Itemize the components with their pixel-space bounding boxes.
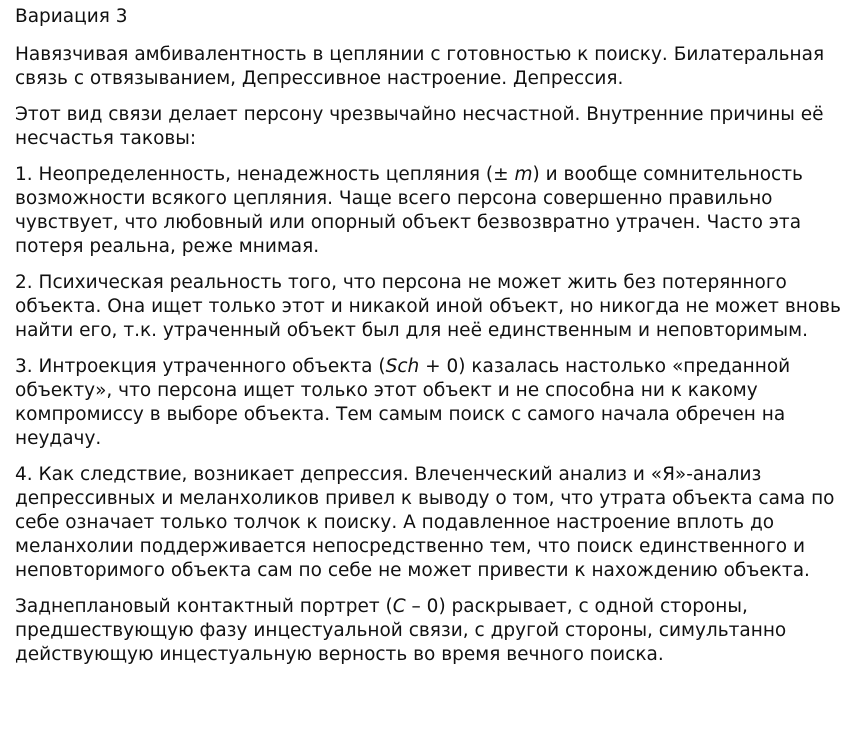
cause-3-symbol: Sch [385,356,420,377]
paragraph-cause-1 [15,163,841,259]
paragraph-background-portrait [15,595,841,667]
background-text-end: – 0) раскрывает, с одной стороны, предшествующую фазу инцестуальной связи, с другой стороны, симультанно действующую инцестуальную верность во время вечного поиска. [15,596,787,665]
paragraph-cause-2: 2. Психическая реальность того, что персона не может жить без потерянного объекта. Она ищет только этот и никакой иной объект, но никогда не может вновь найти его, т.к. утраченный объект был для неё единственным и неповторимым. [15,272,841,341]
paragraph-causes-intro: Этот вид связи делает персону чрезвычайно несчастной. Внутренние причины её несчастья таковы: [15,104,824,149]
background-symbol: C [392,596,406,617]
cause-1-symbol: m [514,164,533,185]
paragraph-cause-3 [15,355,841,451]
cause-3-text-start: 3. Интроекция утраченного объекта ( [15,356,386,377]
cause-1-text-end: ) и вообще сомнительность возможности всякого цепляния. Чаще всего персона совершенно правильно чувствует, что любовный или опорный объект безвозвратно утрачен. Часто эта потеря реальна, реже мнимая. [15,164,803,257]
paragraph-intro: Навязчивая амбивалентность в цеплянии с готовностью к поиску. Билатеральная связь с отвязыванием, Депрессивное настроение. Депрессия. [15,44,825,89]
cause-3-text-end: + 0) казалась настолько «преданной объекту», что персона ищет только этот объект и не способна ни к какому компромиссу в выборе объекта. Тем самым поиск с самого начала обречен на неудачу. [15,356,791,449]
section-title: Вариация 3 [15,6,128,27]
cause-1-text-start: 1. Неопределенность, ненадежность цепляния (± [15,164,515,185]
background-text-start: Заднеплановый контактный портрет ( [15,596,393,617]
paragraph-cause-4: 4. Как следствие, возникает депрессия. Влеченческий анализ и «Я»-анализ депрессивных и меланхоликов привел к выводу о том, что утрата объекта сама по себе означает только толчок к поиску. А подавленное настроение вплоть до меланхолии поддерживается непосредственно тем, что поиск единственного и неповторимого объекта сам по себе не может привести к нахождению объекта. [15,464,835,581]
